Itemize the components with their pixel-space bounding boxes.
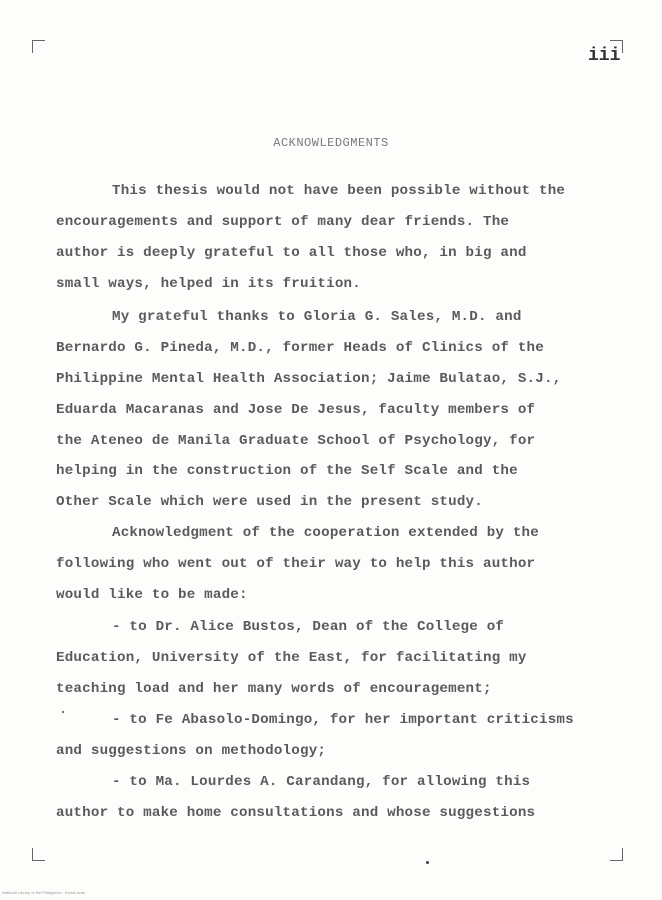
text-line: Education, University of the East, for facilitating my: [56, 650, 527, 666]
text-line: would like to be made:: [56, 587, 248, 603]
text-line: and suggestions on methodology;: [56, 743, 327, 759]
text-line: following who went out of their way to help this author: [56, 556, 536, 572]
crop-mark-top-left: [32, 40, 45, 53]
scan-speck: [62, 711, 64, 713]
scan-speck: [426, 861, 429, 864]
footer-note: National Library of the Philippines · thesis scan: [2, 890, 86, 895]
crop-mark-bottom-left: [32, 848, 45, 861]
text-line: Eduarda Macaranas and Jose De Jesus, faculty members of: [56, 402, 536, 418]
text-line: Philippine Mental Health Association; Jaime Bulatao, S.J.,: [56, 371, 562, 387]
page-heading: ACKNOWLEDGMENTS: [273, 136, 389, 150]
text-line: encouragements and support of many dear friends. The: [56, 214, 510, 230]
text-line: - to Fe Abasolo-Domingo, for her important criticisms: [112, 712, 574, 728]
text-line: This thesis would not have been possible without the: [112, 183, 566, 199]
page-number: iii: [588, 46, 621, 66]
text-line: My grateful thanks to Gloria G. Sales, M.D. and: [112, 309, 522, 325]
text-line: - to Ma. Lourdes A. Carandang, for allowing this: [112, 774, 531, 790]
text-line: helping in the construction of the Self Scale and the: [56, 463, 518, 479]
text-line: the Ateneo de Manila Graduate School of Psychology, for: [56, 433, 536, 449]
text-line: Bernardo G. Pineda, M.D., former Heads of Clinics of the: [56, 340, 544, 356]
text-line: small ways, helped in its fruition.: [56, 276, 361, 292]
text-line: Acknowledgment of the cooperation extended by the: [112, 525, 539, 541]
text-line: Other Scale which were used in the present study.: [56, 494, 483, 510]
text-line: author is deeply grateful to all those who, in big and: [56, 245, 527, 261]
crop-mark-bottom-right: [610, 848, 623, 861]
text-line: author to make home consultations and whose suggestions: [56, 805, 536, 821]
text-line: - to Dr. Alice Bustos, Dean of the College of: [112, 619, 505, 635]
text-line: teaching load and her many words of encouragement;: [56, 681, 492, 697]
